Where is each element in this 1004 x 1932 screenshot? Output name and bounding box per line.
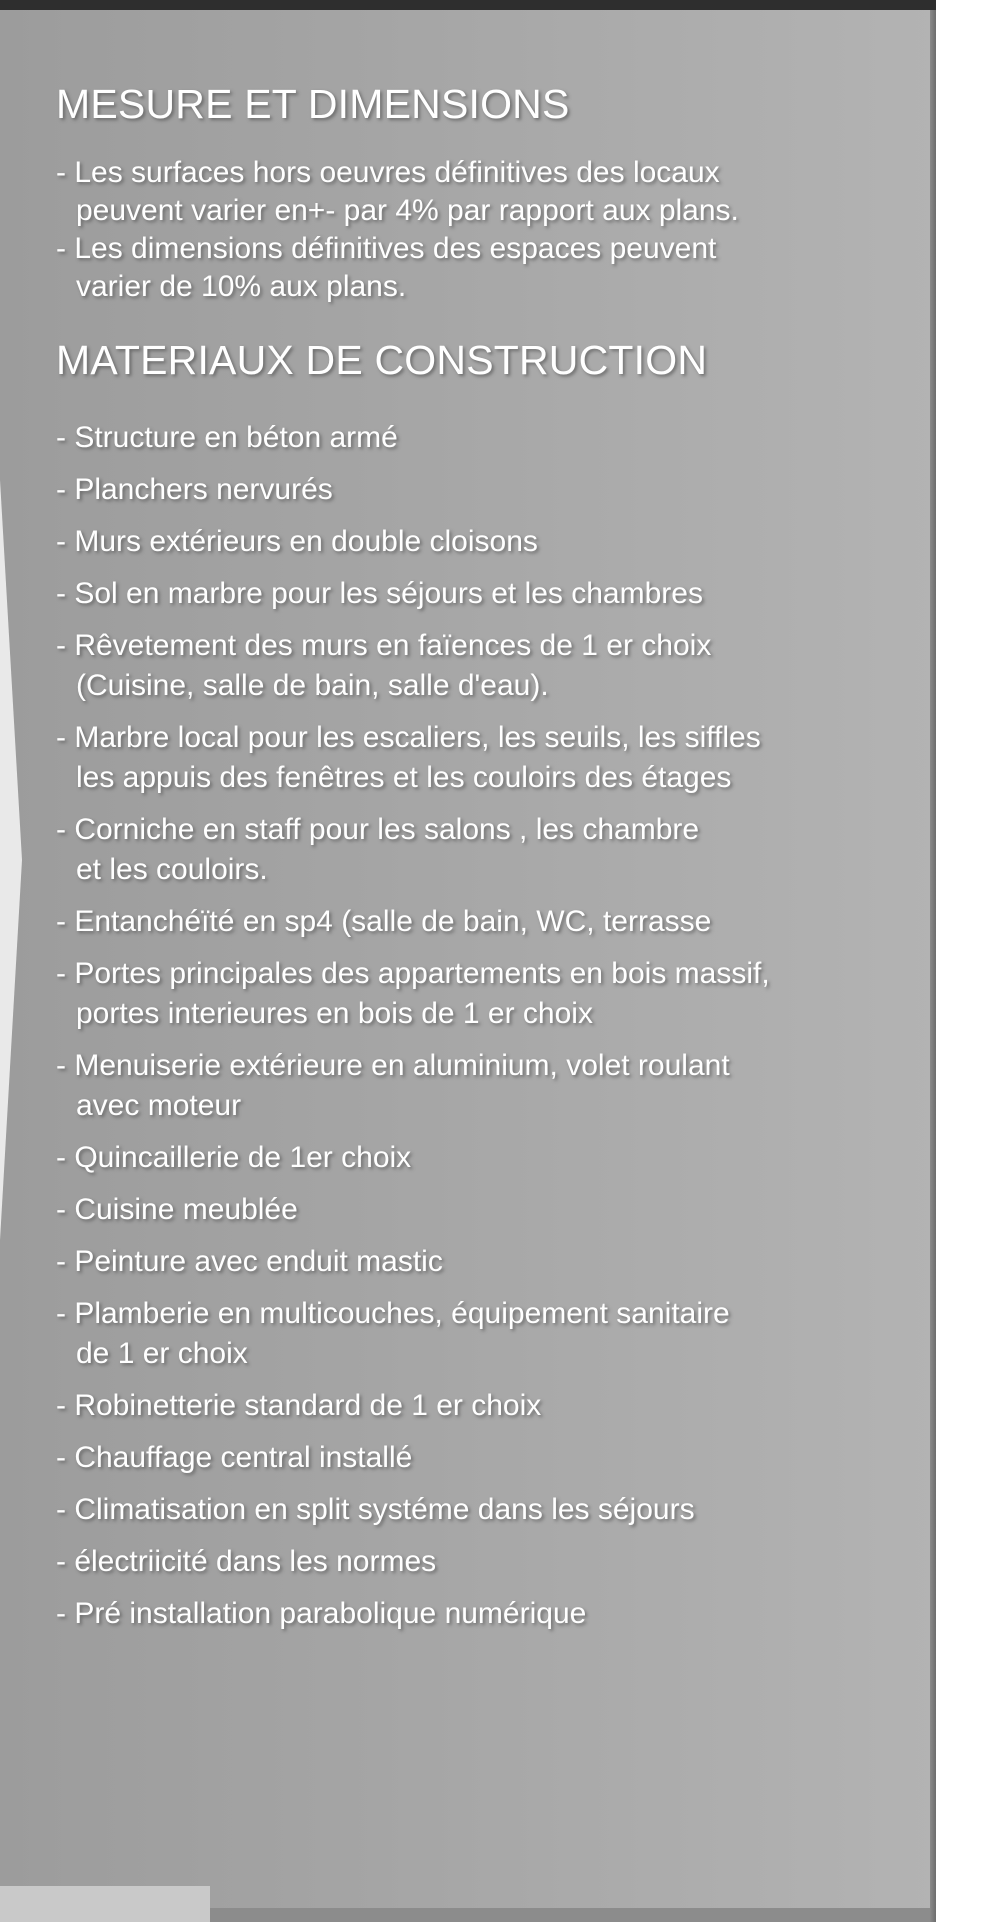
list-item-text: - Marbre local pour les escaliers, les seuils, les siffles <box>56 721 761 754</box>
list-item <box>56 418 916 458</box>
bottom-dark-strip <box>210 1908 930 1922</box>
list-item <box>56 1438 916 1478</box>
list-item <box>56 1386 916 1426</box>
list-item-text: - Entanchéïté en sp4 (salle de bain, WC, terrasse <box>56 905 712 938</box>
list-item-text: - Sol en marbre pour les séjours et les chambres <box>56 577 703 610</box>
top-dark-bar <box>0 0 936 10</box>
mesure-line-2b: varier de 10% aux plans. <box>76 270 407 303</box>
mesure-line-1b: peuvent varier en+- par 4% par rapport aux plans. <box>76 194 739 227</box>
list-item-text: - Menuiserie extérieure en aluminium, volet roulant <box>56 1049 730 1082</box>
list-item-continuation: (Cuisine, salle de bain, salle d'eau). <box>76 669 549 702</box>
list-item-text: - Quincaillerie de 1er choix <box>56 1141 412 1174</box>
list-item <box>56 1046 916 1126</box>
list-item-continuation: avec moteur <box>76 1089 242 1122</box>
list-item <box>56 954 916 1034</box>
left-notch-decoration <box>0 480 22 1240</box>
list-item-text: - Murs extérieurs en double cloisons <box>56 525 538 558</box>
list-item-continuation: portes interieures en bois de 1 er choix <box>76 997 593 1030</box>
list-item-text: - Climatisation en split systéme dans les séjours <box>56 1493 695 1526</box>
mesure-line-2a: - Les dimensions définitives des espaces peuvent <box>56 232 717 265</box>
list-item-text: - Corniche en staff pour les salons , les chambre <box>56 813 700 846</box>
list-item <box>56 810 916 890</box>
list-item-text: - Plamberie en multicouches, équipement sanitaire <box>56 1297 730 1330</box>
section-title-materiaux: MATERIAUX DE CONSTRUCTION <box>56 337 708 383</box>
list-item <box>56 1190 916 1230</box>
list-item-text: - Rêvetement des murs en faïences de 1 er choix <box>56 629 712 662</box>
list-item <box>56 470 916 510</box>
list-item <box>56 626 916 706</box>
list-item-text: - Chauffage central installé <box>56 1441 413 1474</box>
spec-content <box>56 80 916 1646</box>
list-item-continuation: les appuis des fenêtres et les couloirs des étages <box>76 761 732 794</box>
list-item-text: - Pré installation parabolique numérique <box>56 1597 587 1630</box>
list-item <box>56 1490 916 1530</box>
section-title-mesure: MESURE ET DIMENSIONS <box>56 81 570 127</box>
mesure-list <box>56 154 916 306</box>
list-item-continuation: de 1 er choix <box>76 1337 248 1370</box>
mesure-line-1a: - Les surfaces hors oeuvres définitives des locaux <box>56 156 720 189</box>
list-item-text: - Robinetterie standard de 1 er choix <box>56 1389 542 1422</box>
list-item <box>56 1242 916 1282</box>
list-item-text: - Planchers nervurés <box>56 473 333 506</box>
list-item-text: - électriicité dans les normes <box>56 1545 437 1578</box>
list-item-text: - Portes principales des appartements en bois massif, <box>56 957 770 990</box>
list-item-text: - Peinture avec enduit mastic <box>56 1245 443 1278</box>
list-item-text: - Cuisine meublée <box>56 1193 298 1226</box>
list-item <box>56 1294 916 1374</box>
spec-panel <box>0 10 936 1922</box>
section-gap <box>56 306 916 336</box>
list-item-continuation: et les couloirs. <box>76 853 268 886</box>
list-item <box>56 1594 916 1634</box>
panel-right-edge <box>930 10 936 1922</box>
materiaux-list <box>56 418 916 1634</box>
list-item <box>56 902 916 942</box>
list-item-text: - Structure en béton armé <box>56 421 398 454</box>
list-item <box>56 1542 916 1582</box>
list-item <box>56 522 916 562</box>
list-item <box>56 574 916 614</box>
bottom-light-strip <box>0 1886 210 1922</box>
list-item <box>56 1138 916 1178</box>
list-item <box>56 718 916 798</box>
